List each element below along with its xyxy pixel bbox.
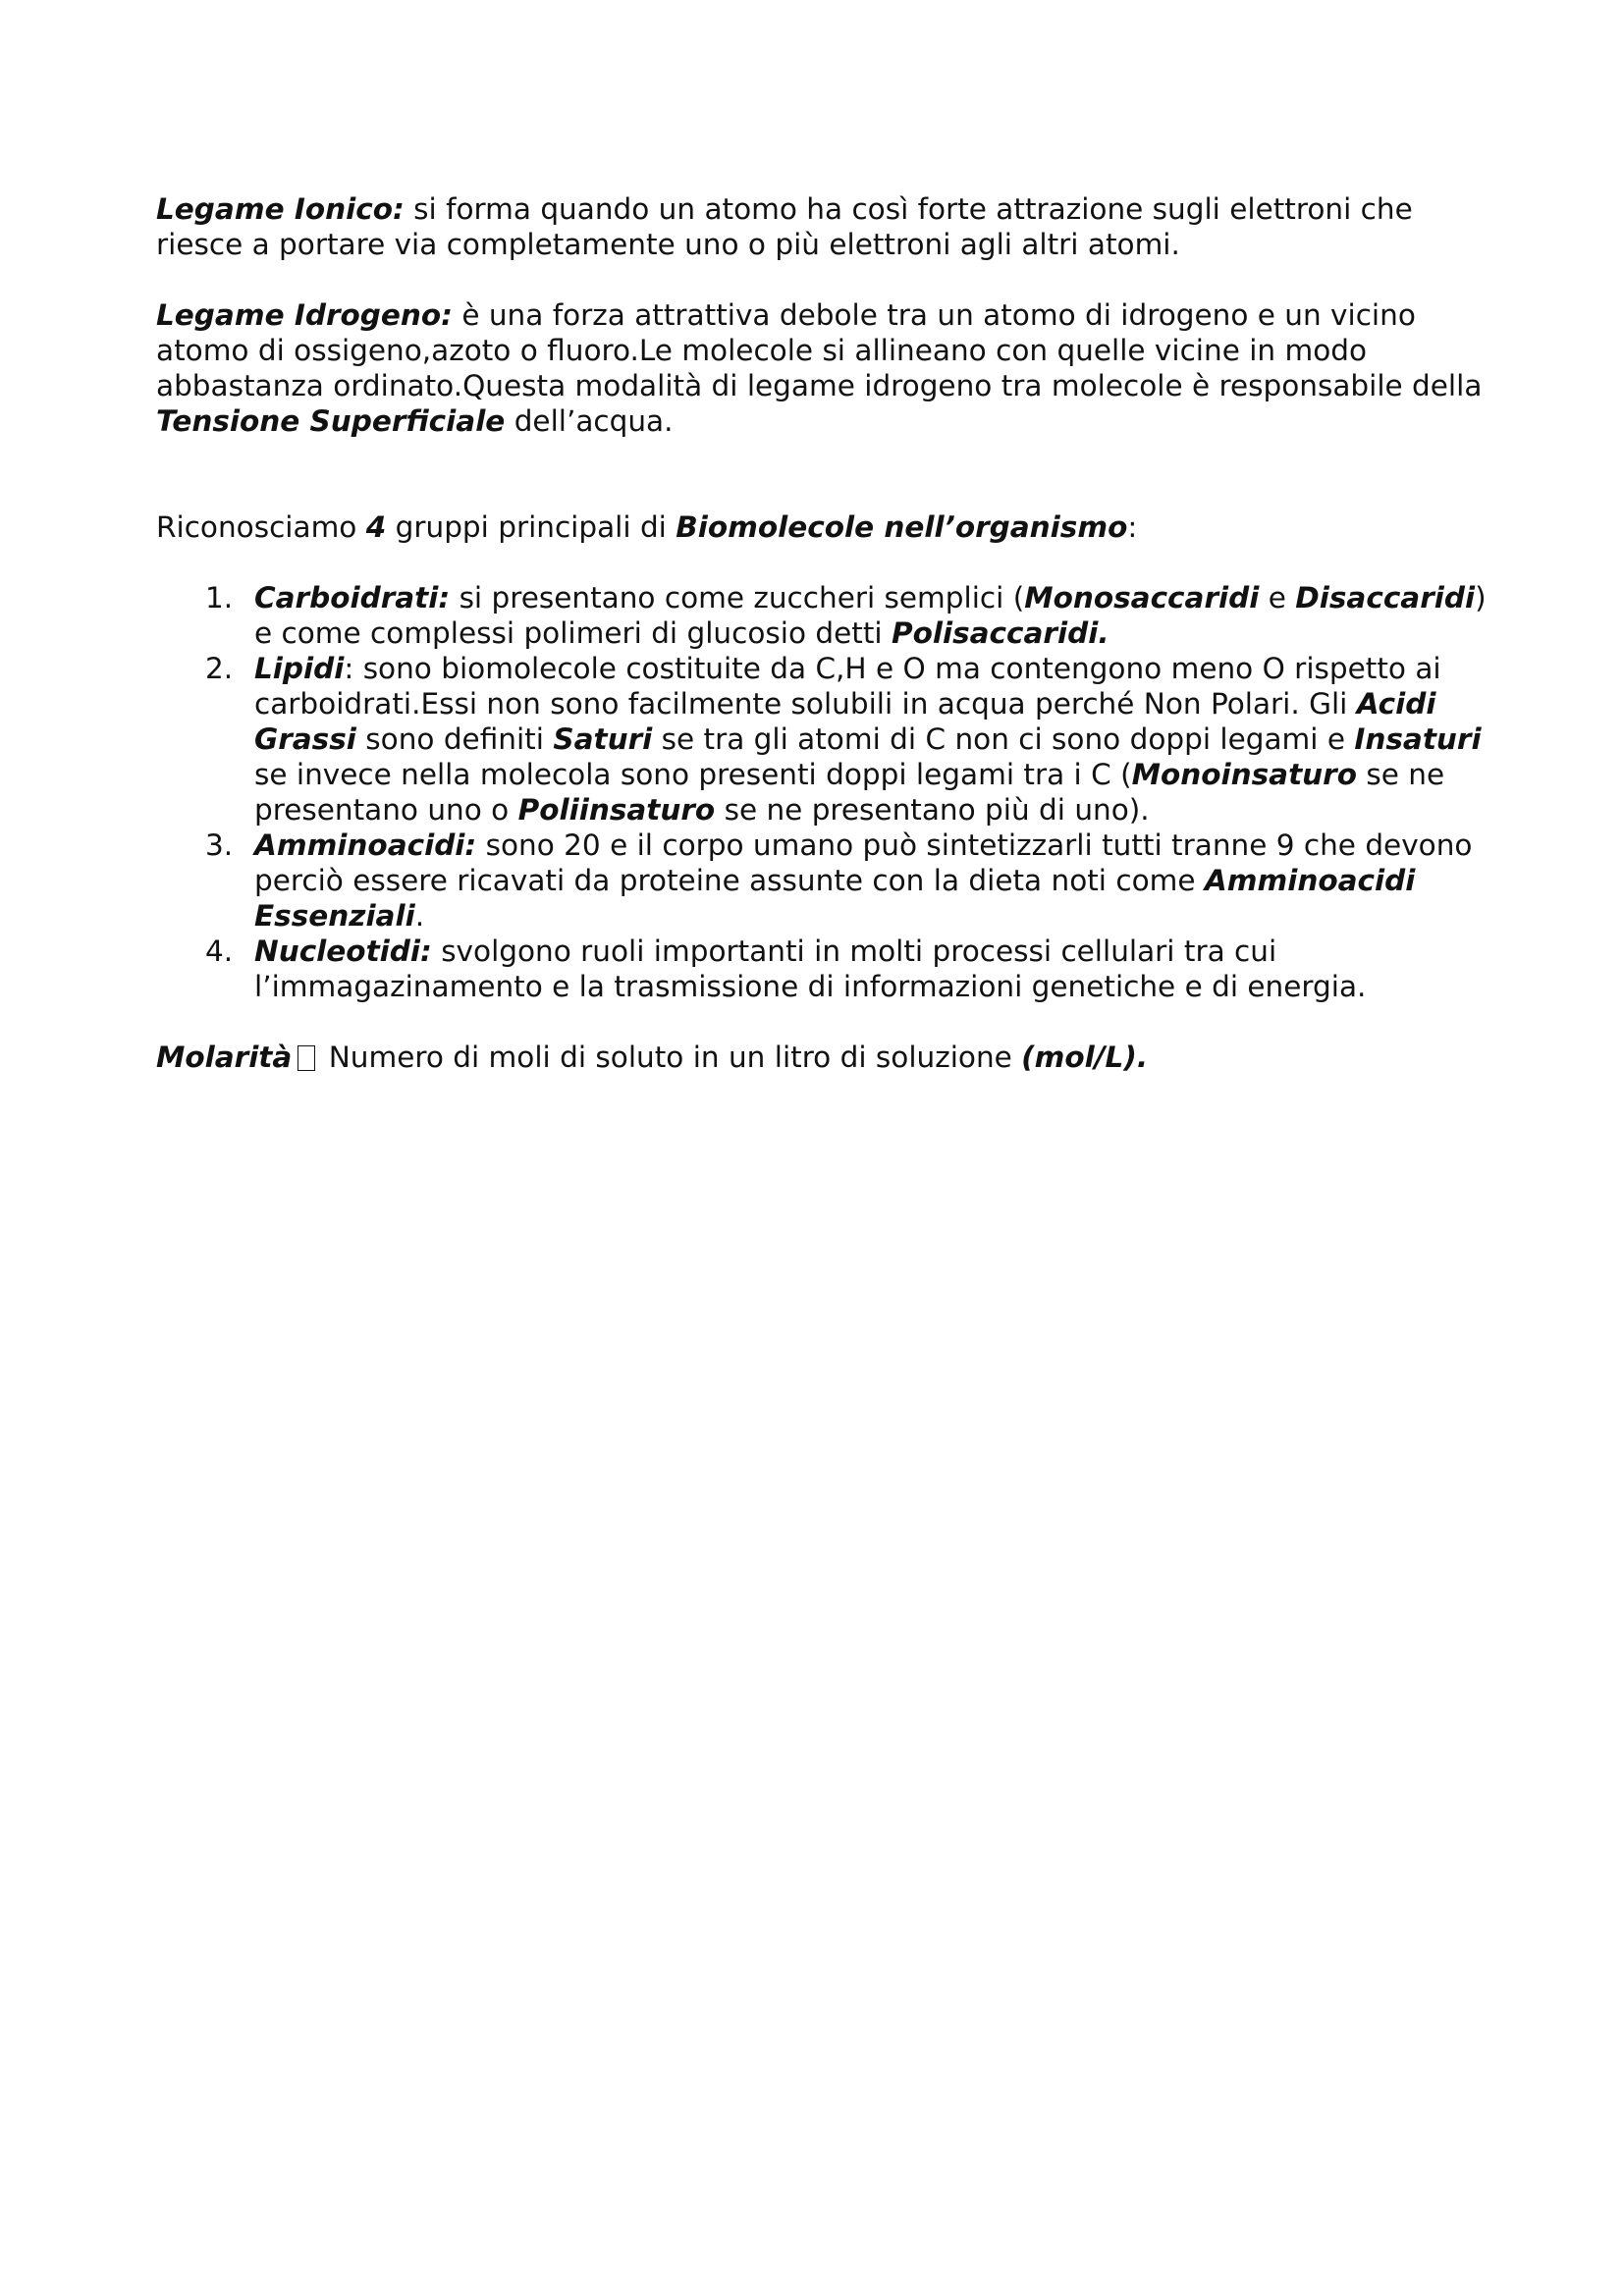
biomolecules-list [156,580,1491,1004]
paragraph-molarity [156,1040,1491,1075]
arrow-icon [298,1045,315,1071]
term-polysaccharides: Polisaccaridi. [891,616,1109,650]
term-essential-amino-acids: Amminoacidi Essenziali [254,864,1416,933]
list-number: 2. [205,652,234,685]
item-text: e [1259,581,1296,614]
term-fatty-acids: Acidi Grassi [254,687,1436,756]
term-surface-tension: Tensione Superficiale [156,404,506,438]
list-item-lipids [156,651,1491,828]
intro-text-2: gruppi principali di [386,510,676,544]
item-text: : sono biomolecole costituite da C,H e O ma contengono meno O rispetto ai carboidrati.Essi non sono facilmente solubili in acqua perché Non Polari. Gli [254,652,1441,721]
intro-text-3: : [1127,510,1138,544]
term-lipids: Lipidi [254,652,345,685]
term-nucleotides: Nucleotidi: [254,934,432,968]
term-amino-acids: Amminoacidi: [254,828,477,862]
term-molarity: Molarità [156,1041,293,1074]
term-hydrogen-bond: Legame Idrogeno: [156,298,453,332]
term-unsaturated: Insaturi [1354,722,1482,756]
item-text: sono 20 e il corpo umano può sintetizzarli tutti tranne 9 che devono perciò essere ricavati da proteine assunte con la dieta noti come [254,828,1473,897]
paragraph-biomolecules-intro [156,509,1491,545]
ionic-bond-text: si forma quando un atomo ha così forte attrazione sugli elettroni che riesce a portare via completamente uno o più elettroni agli altri atomi. [156,192,1413,261]
document-body [156,191,1491,1075]
term-saturated: Saturi [553,722,653,756]
paragraph-hydrogen-bond [156,297,1491,439]
item-text: se tra gli atomi di C non ci sono doppi legami e [652,722,1355,756]
item-text: . [414,899,425,933]
intro-text: Riconosciamo [156,510,366,544]
hydrogen-bond-text-end: dell’acqua. [505,404,674,438]
list-number: 4. [205,934,234,968]
molarity-text: Numero di moli di soluto in un litro di soluzione [319,1041,1022,1074]
list-item-carbohydrates [156,580,1491,651]
item-text: ) e come complessi polimeri di glucosio detti [254,581,1487,650]
paragraph-ionic-bond [156,191,1491,262]
term-carbohydrates: Carboidrati: [254,581,451,614]
item-text: se ne presentano uno o [254,758,1445,827]
term-monounsaturated: Monoinsaturo [1131,758,1357,791]
list-item-amino-acids [156,828,1491,934]
term-polyunsaturated: Poliinsaturo [517,793,716,827]
item-text: se invece nella molecola sono presenti doppi legami tra i C ( [254,758,1132,791]
molarity-unit: (mol/L). [1021,1041,1149,1074]
item-text: si presentano come zuccheri semplici ( [450,581,1025,614]
list-item-nucleotides [156,934,1491,1004]
term-disaccharides: Disaccaridi [1295,581,1476,614]
list-number: 1. [205,581,234,614]
item-text: se ne presentano più di uno). [715,793,1150,827]
term-monosaccharides: Monosaccaridi [1024,581,1260,614]
item-text: sono definiti [355,722,554,756]
intro-number: 4 [365,510,387,544]
hydrogen-bond-text: è una forza attrattiva debole tra un atomo di idrogeno e un vicino atomo di ossigeno,azoto o fluoro.Le molecole si allineano con quelle vicine in modo abbastanza ordinato.Questa modalità di legame idrogeno tra molecole è responsabile della [156,298,1483,402]
term-biomolecules: Biomolecole nell’organismo [676,510,1128,544]
item-text: svolgono ruoli importanti in molti processi cellulari tra cui l’immagazinamento e la trasmissione di informazioni genetiche e di energia. [254,934,1367,1003]
term-ionic-bond: Legame Ionico: [156,192,405,226]
list-number: 3. [205,828,234,862]
